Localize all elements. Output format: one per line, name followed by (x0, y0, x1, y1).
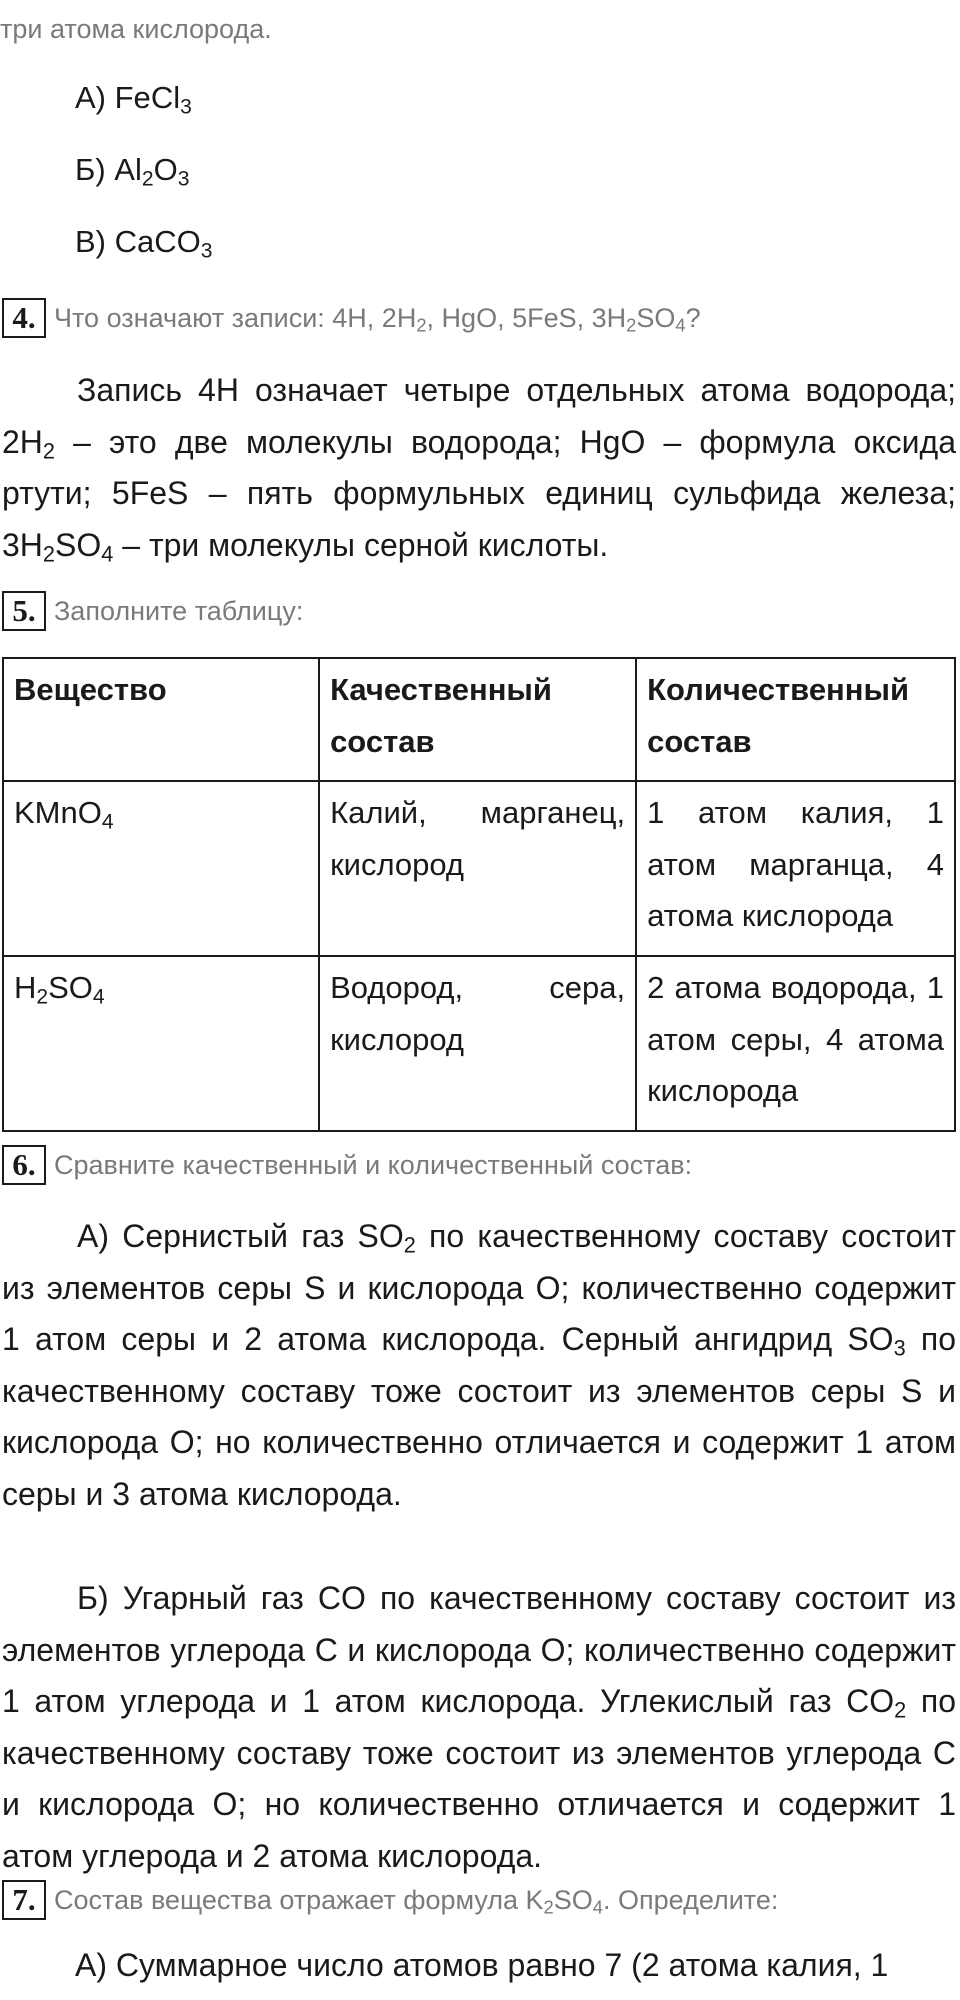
q6-question: Сравните качественный и количественный состав: (54, 1149, 693, 1180)
cell-qualitative: Калий, марганец, кислород (319, 781, 636, 956)
cell-quantitative: 2 атома водорода, 1 атом серы, 4 атома кислорода (636, 956, 955, 1131)
q7-number: 7. (2, 1880, 46, 1920)
option-item: Б) $Al_2O_3$ (75, 152, 190, 191)
q6-header (2, 1145, 692, 1185)
table-header-row (3, 658, 955, 781)
header-cell-qualitative: Качественный состав (319, 658, 636, 781)
table-row (3, 956, 955, 1131)
q6-answer-a: А) Сернистый газ $SO_2$ по качественному составу состоит из элементов серы S и кислорода O; количественно содержит 1 атом серы и 2 атома кислорода. Серный ангидрид $SO_3$ по качественному составу тоже состоит из элементов серы S и кислорода O; но количественно отличается и содержит 1 атом серы и 3 атома кислорода. (2, 1218, 957, 1512)
cell-qualitative: Водород, сера, кислород (319, 956, 636, 1131)
cell-quantitative: 1 атом калия, 1 атом марганца, 4 атома кислорода (636, 781, 955, 956)
q7-answer-a-fragment: А) Суммарное число атомов равно 7 (2 атома калия, 1 (75, 1947, 889, 1983)
q6-number: 6. (2, 1145, 46, 1185)
q5-header (2, 591, 303, 631)
q4-header (2, 298, 701, 338)
top-fragment: три атома кислорода. (0, 14, 272, 44)
table-row (3, 781, 955, 956)
q5-question: Заполните таблицу: (54, 595, 304, 626)
q7-question: Состав вещества отражает формула $K_2SO_4$. Определите: (54, 1884, 779, 1918)
q4-answer: Запись 4H означает четыре отдельных атома водорода; $2H_2$ – это две молекулы водорода; HgO – формула оксида ртути; 5FeS – пять формульных единиц сульфида железа; $3H_2SO_4$ – три молекулы серной кислоты. (2, 372, 956, 566)
q7-header (2, 1880, 778, 1920)
option-item: В) CaCO$_3$ (75, 224, 213, 263)
q4-number: 4. (2, 298, 46, 338)
header-cell-substance: Вещество (3, 658, 319, 781)
header-cell-quantitative: Количественный состав (636, 658, 955, 781)
cell-substance: $H_2SO_4$ (3, 956, 319, 1131)
q4-question: Что означают записи: 4H, $2H_2$, HgO, 5FeS, $3H_2SO_4$? (54, 302, 701, 336)
cell-substance: KMnO$_4$ (3, 781, 319, 956)
q6-answer-b: Б) Угарный газ CO по качественному составу состоит из элементов углерода C и кислорода O; количественно содержит 1 атом углерода и 1 атом кислорода. Углекислый газ $CO_2$ по качественному составу тоже состоит из элементов углерода C и кислорода O; но количественно отличается и содержит 1 атом углерода и 2 атома кислорода. (2, 1580, 957, 1874)
composition-table (2, 657, 956, 1132)
q5-number: 5. (2, 591, 46, 631)
option-item: А) FeCl$_3$ (75, 80, 192, 119)
